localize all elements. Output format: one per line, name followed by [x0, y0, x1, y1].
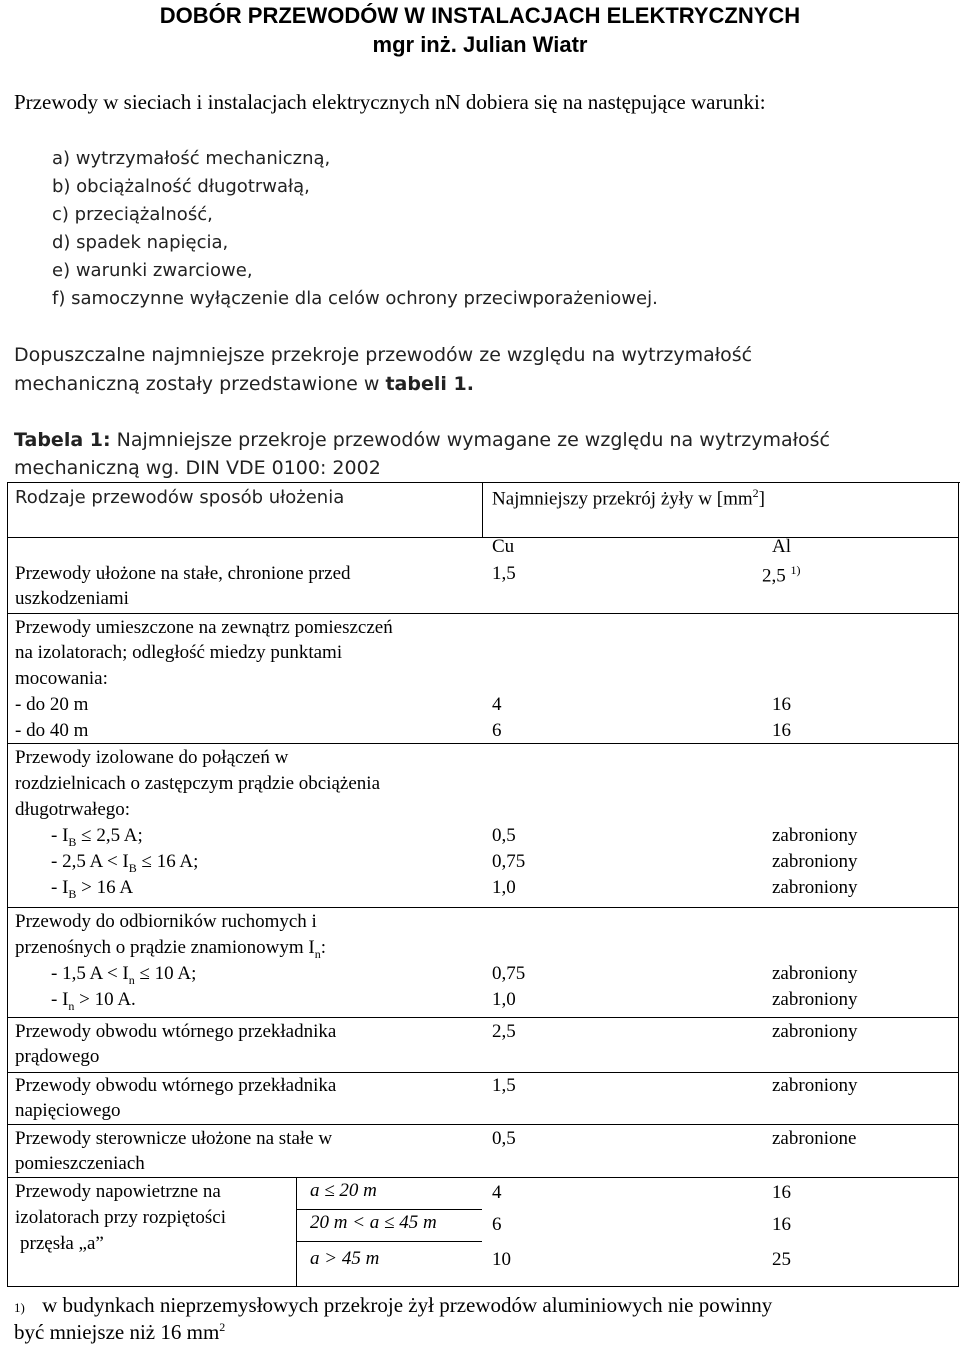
list-item: d) spadek napięcia,	[52, 232, 229, 253]
list-item: a) wytrzymałość mechaniczną,	[52, 148, 331, 169]
list-item: f) samoczynne wyłączenie dla celów ochrony przeciwporażeniowej.	[52, 288, 658, 309]
column-al: Al	[772, 536, 791, 557]
row4-al: zabroniony	[772, 963, 858, 984]
row4-label: Przewody do odbiorników ruchomych i	[15, 911, 317, 932]
table-caption	[14, 429, 830, 451]
row6-cu: 1,5	[492, 1075, 516, 1096]
row8-cu: 4	[492, 1182, 502, 1203]
table-header-text: Najmniejszy przekrój żyły w [mm	[492, 488, 753, 510]
footnote-sup: 2	[219, 1320, 226, 1334]
footnote-line2	[14, 1320, 225, 1345]
row8-al: 16	[772, 1214, 791, 1235]
row3-label: Przewody izolowane do połączeń w	[15, 747, 289, 768]
table-header-section	[492, 486, 765, 510]
row3-sub: - $I_B > 16$ A	[51, 877, 134, 901]
row3-sub: - $I_B \le 2,5$ A;	[51, 825, 143, 849]
paragraph-line: Dopuszczalne najmniejsze przekroje przewodów ze względu na wytrzymałość	[14, 344, 753, 366]
row6-al: zabroniony	[772, 1075, 858, 1096]
row5-cu: 2,5	[492, 1021, 516, 1042]
intro-text: Przewody w sieciach i instalacjach elektrycznych nN dobiera się na następujące warunki:	[14, 90, 766, 114]
row3-cu: 1,0	[492, 877, 516, 898]
row8-al: 16	[772, 1182, 791, 1203]
table-header-type: Rodzaje przewodów sposób ułożenia	[15, 487, 345, 508]
row7-al: zabronione	[772, 1128, 857, 1149]
row3-cu: 0,75	[492, 851, 526, 872]
row8-condition: 20 m < a ≤ 45 m	[310, 1212, 437, 1233]
document-author: mgr inż. Julian Wiatr	[372, 32, 588, 57]
row4-al: zabroniony	[772, 989, 858, 1010]
row3-sub: - 2,5 $A < I_B \le 16$ A;	[51, 851, 199, 875]
row8-label: Przewody napowietrzne na	[15, 1181, 221, 1202]
row1-label: Przewody ułożone na stałe, chronione przed	[15, 563, 351, 584]
row2-label: - do 40 m	[15, 720, 89, 741]
document-title: DOBÓR PRZEWODÓW W INSTALACJACH ELEKTRYCZNYCH	[159, 3, 801, 28]
table-header-sup: 2	[752, 486, 759, 500]
row7-cu: 0,5	[492, 1128, 516, 1149]
column-cu: Cu	[492, 536, 515, 557]
paragraph-text: mechaniczną zostały przedstawione w	[14, 373, 386, 395]
row3-al: zabroniony	[772, 825, 858, 846]
table-reference: tabeli 1.	[385, 373, 474, 395]
row2-label: Przewody umieszczone na zewnątrz pomieszczeń	[15, 617, 393, 638]
row6-label: napięciowego	[15, 1100, 121, 1121]
row5-label: prądowego	[15, 1046, 100, 1067]
row2-al: 16	[772, 694, 791, 715]
row2-label: - do 20 m	[15, 694, 89, 715]
row4-label: przenośnych o prądzie znamionowym $I_n$:	[15, 937, 326, 961]
footnote-mark: 1)	[14, 1300, 25, 1315]
table-caption-text: Najmniejsze przekroje przewodów wymagane ze względu na wytrzymałość	[110, 429, 830, 451]
row4-sub: - $I_n > 10$ A.	[51, 989, 136, 1013]
footnote-ref: 1)	[790, 563, 801, 577]
row8-label: przęsła „a”	[20, 1233, 104, 1254]
footnote-text: w budynkach nieprzemysłowych przekroje żył przewodów aluminiowych nie powinny	[36, 1293, 773, 1317]
row3-label: długotrwałego:	[15, 799, 131, 820]
row1-al-value: 2,5	[762, 565, 786, 587]
row8-al: 25	[772, 1249, 791, 1270]
row3-al: zabroniony	[772, 877, 858, 898]
row3-label: rozdzielnicach o zastępczym prądzie obciążenia	[15, 773, 381, 794]
row4-sub: - 1,5 $A < I_n \le 10$ A;	[51, 963, 197, 987]
row4-cu: 1,0	[492, 989, 516, 1010]
row2-cu: 4	[492, 694, 502, 715]
row8-cu: 6	[492, 1214, 502, 1235]
row3-cu: 0,5	[492, 825, 516, 846]
row5-al: zabroniony	[772, 1021, 858, 1042]
row1-cu: 1,5	[492, 563, 516, 584]
row6-label: Przewody obwodu wtórnego przekładnika	[15, 1075, 337, 1096]
row5-label: Przewody obwodu wtórnego przekładnika	[15, 1021, 337, 1042]
row8-condition: a > 45 m	[310, 1248, 380, 1269]
row7-label: pomieszczeniach	[15, 1153, 145, 1174]
row1-label: uszkodzeniami	[15, 588, 129, 609]
row8-condition: a ≤ 20 m	[310, 1180, 377, 1201]
footnote	[14, 1293, 772, 1318]
row2-label: na izolatorach; odległość miedzy punktami	[15, 642, 343, 663]
row2-al: 16	[772, 720, 791, 741]
footnote-text: być mniejsze niż 16 mm	[14, 1320, 220, 1344]
row7-label: Przewody sterownicze ułożone na stałe w	[15, 1128, 333, 1149]
row4-cu: 0,75	[492, 963, 526, 984]
list-item: c) przeciążalność,	[52, 204, 213, 225]
list-item: b) obciążalność długotrwałą,	[52, 176, 310, 197]
table-caption-label: Tabela 1:	[14, 429, 111, 451]
row8-cu: 10	[492, 1249, 511, 1270]
row8-label: izolatorach przy rozpiętości	[15, 1207, 227, 1228]
paragraph-line	[14, 373, 474, 395]
row2-cu: 6	[492, 720, 502, 741]
table-caption-line2: mechaniczną wg. DIN VDE 0100: 2002	[14, 457, 381, 479]
list-item: e) warunki zwarciowe,	[52, 260, 253, 281]
row2-label: mocowania:	[15, 668, 108, 689]
table-header-end: ]	[758, 488, 765, 510]
row3-al: zabroniony	[772, 851, 858, 872]
row1-al	[762, 563, 801, 587]
